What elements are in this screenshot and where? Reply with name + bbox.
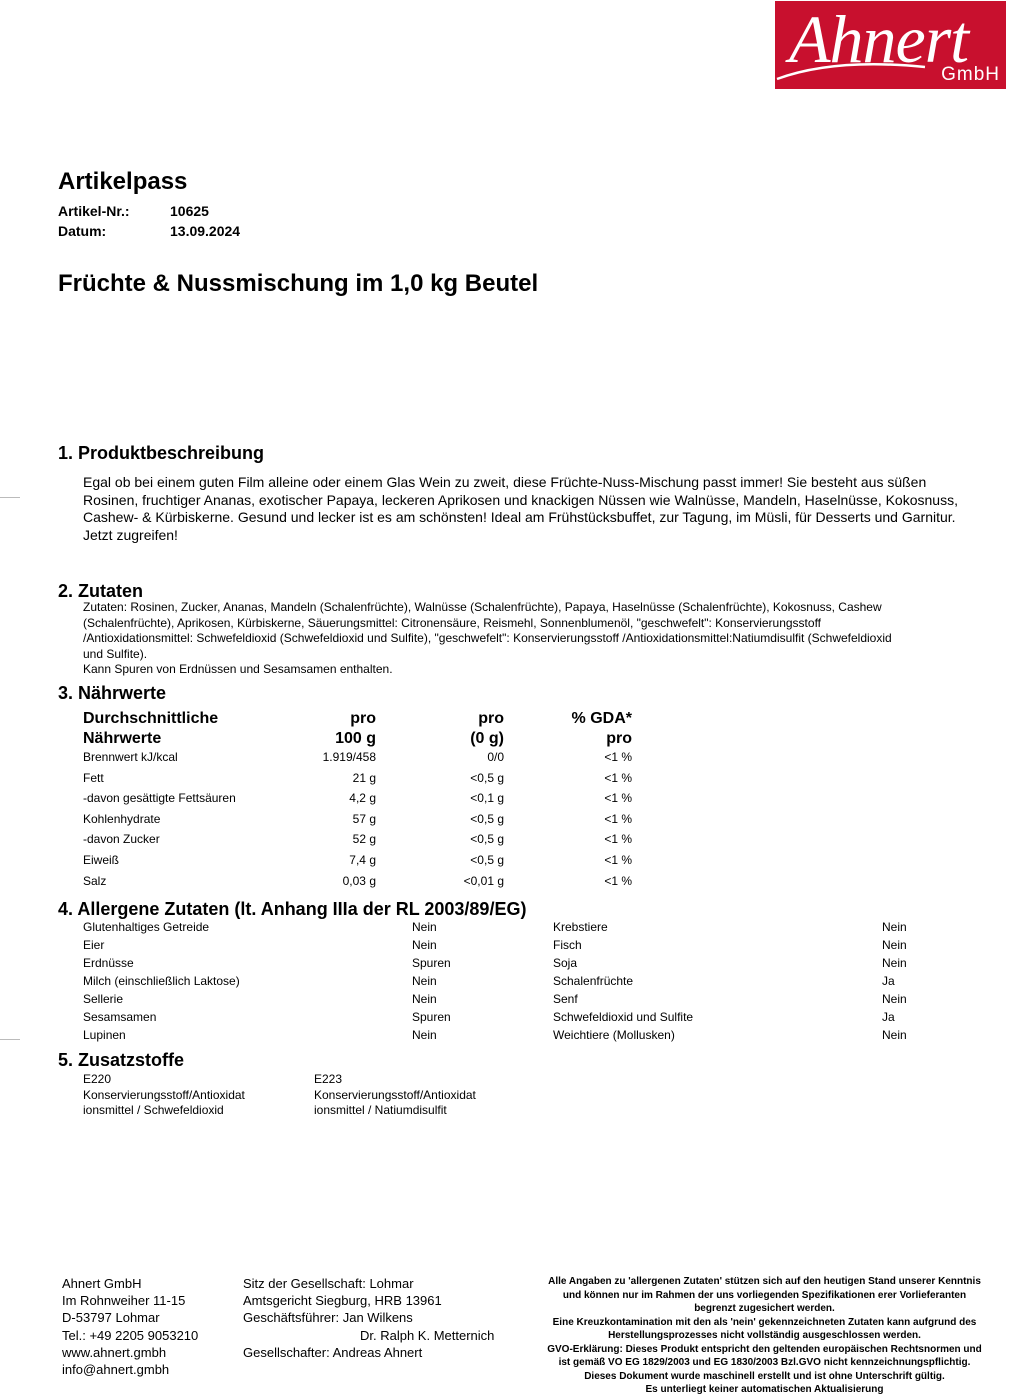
footer-legal bbox=[243, 1275, 494, 1361]
nutrient-name: Kohlenhydrate bbox=[83, 811, 161, 826]
ingredients-line: und Sulfite). bbox=[83, 646, 148, 661]
footer-company: Ahnert GmbH bbox=[62, 1276, 142, 1291]
date-value: 13.09.2024 bbox=[170, 223, 241, 239]
allergen-name: Krebstiere bbox=[553, 920, 608, 934]
nutrient-gda: <1 % bbox=[604, 750, 632, 764]
nutrient-per100: 57 g bbox=[352, 811, 376, 826]
allergen-value: Spuren bbox=[412, 956, 451, 970]
article-number-value: 10625 bbox=[170, 203, 209, 219]
footer-phone: Tel.: +49 2205 9053210 bbox=[62, 1327, 199, 1343]
additive-desc: Konservierungsstoff/Antioxidat bbox=[314, 1087, 476, 1102]
margin-tick bbox=[0, 497, 20, 498]
nutrient-per0: <0,5 g bbox=[470, 853, 504, 867]
ingredients-text bbox=[83, 600, 953, 678]
footer-legal-line: Geschäftsführer: Jan Wilkens bbox=[243, 1310, 413, 1326]
allergen-name: Eier bbox=[83, 938, 105, 952]
additive-item bbox=[83, 1072, 245, 1119]
disclaimer-line: begrenzt zugesichert werden. bbox=[694, 1303, 835, 1314]
allergen-value: Ja bbox=[882, 974, 895, 988]
ingredients-line: /Antioxidationsmittel: Schwefeldioxid (Schwefeldioxid und Sulfite), "geschwefelt": Konservierungsstoff /Antioxidationsmittel:Natiumdisulfit (Schwefeldioxid bbox=[83, 631, 892, 645]
logo-wordmark: Ahnert bbox=[789, 1, 969, 77]
ingredients-line: Kann Spuren von Erdnüssen und Sesamsamen enthalten. bbox=[83, 662, 393, 676]
logo-suffix: GmbH bbox=[941, 64, 1000, 85]
disclaimer-line: Alle Angaben zu 'allergenen Zutaten' stützen sich auf den heutigen Stand unserer Kenntnis bbox=[548, 1276, 981, 1287]
footer-address bbox=[62, 1275, 198, 1378]
allergen-value: Nein bbox=[412, 920, 437, 934]
additive-code: E223 bbox=[314, 1072, 343, 1086]
article-number-row bbox=[58, 203, 209, 219]
section-heading-nutrition: 3. Nährwerte bbox=[58, 683, 167, 703]
header-line: (0 g) bbox=[470, 730, 504, 747]
nutrient-per0: <0,5 g bbox=[470, 811, 504, 826]
ingredients-line: Zutaten: Rosinen, Zucker, Ananas, Mandeln (Schalenfrüchte), Walnüsse (Schalenfrüchte), Papaya, Haselnüsse (Schalenfrüchte), Kokosnuss, Cashew bbox=[83, 600, 882, 614]
footer-legal-line: Dr. Ralph K. Metternich bbox=[360, 1327, 495, 1343]
allergen-name: Glutenhaltiges Getreide bbox=[83, 920, 210, 934]
disclaimer-line: ist gemäß VO EG 1829/2003 und EG 1830/2003 Bzl.GVO nicht kennzeichnungspflichtig. bbox=[558, 1357, 971, 1368]
allergen-name: Schalenfrüchte bbox=[553, 974, 634, 988]
footer-email-link[interactable]: info@ahnert.gmbh bbox=[62, 1362, 170, 1378]
date-row bbox=[58, 223, 240, 239]
allergen-name: Weichtiere (Mollusken) bbox=[553, 1028, 675, 1042]
description-line: Rosinen, fruchtiger Ananas, exotischer Papaya, leckeren Aprikosen und knackigen Nüssen wie Walnüsse, Mandeln, Haselnüsse, Kokosnuss, bbox=[83, 491, 958, 508]
nutrient-per0: <0,5 g bbox=[470, 832, 504, 847]
ingredients-line: (Schalenfrüchte), Aprikosen, Kürbiskerne, Säuerungsmittel: Citronensäure, Reismehl, Sonnenblumenöl, "geschwefelt": Konservierungsstoff bbox=[83, 615, 822, 630]
nutrient-name: Eiweiß bbox=[83, 853, 120, 867]
allergen-value: Nein bbox=[882, 992, 907, 1006]
section-heading-description: 1. Produktbeschreibung bbox=[58, 443, 265, 463]
product-title: Früchte & Nussmischung im 1,0 kg Beutel bbox=[58, 270, 539, 297]
allergen-name: Schwefeldioxid und Sulfite bbox=[553, 1010, 694, 1024]
allergen-name: Milch (einschließlich Laktose) bbox=[83, 974, 240, 988]
nutrient-name: -davon Zucker bbox=[83, 832, 160, 847]
allergen-name: Sellerie bbox=[83, 992, 124, 1006]
nutrient-per100: 0,03 g bbox=[342, 873, 376, 888]
nutrient-per0: <0,1 g bbox=[470, 791, 504, 806]
allergen-name: Soja bbox=[553, 956, 578, 970]
company-logo bbox=[775, 1, 1006, 89]
additive-desc: ionsmittel / Schwefeldioxid bbox=[83, 1103, 224, 1117]
additive-desc: Konservierungsstoff/Antioxidat bbox=[83, 1087, 245, 1102]
description-line: Cashew- & Kürbiskerne. Gesund und lecker ist es am schönsten! Ideal am Frühstücksbuffet, zur Tagung, im Müsli, für Desserts und Garnitur. bbox=[83, 509, 956, 525]
footer-street: Im Rohnweiher 11-15 bbox=[62, 1293, 186, 1309]
allergen-value: Spuren bbox=[412, 1010, 451, 1024]
header-line: pro bbox=[606, 730, 632, 747]
allergen-name: Lupinen bbox=[83, 1028, 126, 1042]
nutrition-header-gda bbox=[528, 709, 632, 749]
allergen-name: Erdnüsse bbox=[83, 956, 134, 970]
allergen-value: Nein bbox=[412, 938, 437, 952]
nutrient-gda: <1 % bbox=[604, 853, 632, 867]
footer-legal-line: Gesellschafter: Andreas Ahnert bbox=[243, 1344, 423, 1360]
footer-disclaimer bbox=[522, 1275, 1007, 1397]
allergen-value: Nein bbox=[882, 938, 907, 952]
additive-desc: ionsmittel / Natiumdisulfit bbox=[314, 1103, 447, 1117]
description-line: Egal ob bei einem guten Film alleine oder einem Glas Wein zu zweit, diese Früchte-Nuss-Mischung passt immer! Sie besteht aus süßen bbox=[83, 474, 927, 490]
footer-website-link[interactable]: www.ahnert.gmbh bbox=[62, 1344, 167, 1360]
additive-code: E220 bbox=[83, 1072, 112, 1086]
nutrient-name: Salz bbox=[83, 873, 107, 888]
description-line: Jetzt zugreifen! bbox=[83, 526, 178, 543]
nutrient-gda: <1 % bbox=[604, 770, 632, 785]
allergen-name: Sesamsamen bbox=[83, 1010, 157, 1024]
allergen-value: Nein bbox=[882, 920, 907, 934]
nutrient-gda: <1 % bbox=[604, 791, 632, 806]
nutrition-header-per100 bbox=[276, 709, 376, 749]
disclaimer-line: Eine Kreuzkontamination mit den als 'nein' gekennzeichneten Zutaten kann aufgrund des bbox=[552, 1316, 977, 1328]
nutrient-per100: 7,4 g bbox=[349, 853, 376, 867]
header-line: Durchschnittliche bbox=[83, 710, 219, 727]
disclaimer-line: Dieses Dokument wurde maschinell erstellt und ist ohne Unterschrift gültig. bbox=[584, 1370, 945, 1382]
footer-legal-line: Amtsgericht Siegburg, HRB 13961 bbox=[243, 1293, 442, 1309]
header-line: 100 g bbox=[335, 730, 376, 747]
section-heading-ingredients: 2. Zutaten bbox=[58, 581, 144, 601]
nutrient-per100: 4,2 g bbox=[349, 791, 376, 806]
section-heading-additives: 5. Zusatzstoffe bbox=[58, 1050, 185, 1070]
allergen-value: Nein bbox=[412, 992, 437, 1006]
document-title: Artikelpass bbox=[58, 168, 188, 195]
nutrient-per100: 21 g bbox=[352, 770, 376, 785]
footer-legal-line: Sitz der Gesellschaft: Lohmar bbox=[243, 1276, 414, 1291]
nutrition-header-name bbox=[83, 709, 218, 749]
nutrient-per0: 0/0 bbox=[487, 750, 504, 764]
header-line: % GDA* bbox=[571, 710, 632, 727]
nutrient-name: Brennwert kJ/kcal bbox=[83, 750, 178, 764]
article-number-label: Artikel-Nr.: bbox=[58, 203, 130, 219]
nutrient-per0: <0,01 g bbox=[463, 873, 504, 888]
disclaimer-line: Es unterliegt keiner automatischen Aktualisierung bbox=[645, 1384, 884, 1395]
allergen-value: Nein bbox=[412, 974, 437, 988]
nutrition-header-per0 bbox=[404, 709, 504, 749]
disclaimer-line: und können nur im Rahmen der uns vorliegenden Spezifikationen erer Vorlieferanten bbox=[562, 1289, 967, 1301]
allergen-name: Fisch bbox=[553, 938, 582, 952]
header-line: pro bbox=[478, 710, 504, 727]
date-label: Datum: bbox=[58, 223, 107, 239]
allergen-name: Senf bbox=[553, 992, 578, 1006]
header-line: pro bbox=[350, 710, 376, 727]
allergen-value: Nein bbox=[412, 1028, 437, 1042]
margin-tick bbox=[0, 1039, 20, 1040]
disclaimer-line: Herstellungsprozesses nicht vollständig ausgeschlossen werden. bbox=[608, 1330, 921, 1341]
nutrient-per100: 1.919/458 bbox=[322, 750, 376, 764]
disclaimer-line: GVO-Erklärung: Dieses Produkt entspricht den geltenden europäischen Rechtsnormen und bbox=[547, 1343, 982, 1355]
allergen-value: Nein bbox=[882, 956, 907, 970]
nutrient-per0: <0,5 g bbox=[470, 770, 504, 785]
section-heading-allergens: 4. Allergene Zutaten (lt. Anhang IIIa der RL 2003/89/EG) bbox=[58, 899, 527, 919]
product-description bbox=[83, 474, 993, 544]
nutrient-gda: <1 % bbox=[604, 832, 632, 847]
nutrient-gda: <1 % bbox=[604, 811, 632, 826]
header-line: Nährwerte bbox=[83, 730, 162, 747]
footer-city: D-53797 Lohmar bbox=[62, 1310, 160, 1326]
nutrient-name: -davon gesättigte Fettsäuren bbox=[83, 791, 236, 806]
nutrient-gda: <1 % bbox=[604, 873, 632, 888]
allergen-value: Ja bbox=[882, 1010, 895, 1024]
additive-item bbox=[314, 1072, 476, 1119]
nutrient-per100: 52 g bbox=[352, 832, 376, 847]
allergen-value: Nein bbox=[882, 1028, 907, 1042]
nutrient-name: Fett bbox=[83, 770, 104, 785]
